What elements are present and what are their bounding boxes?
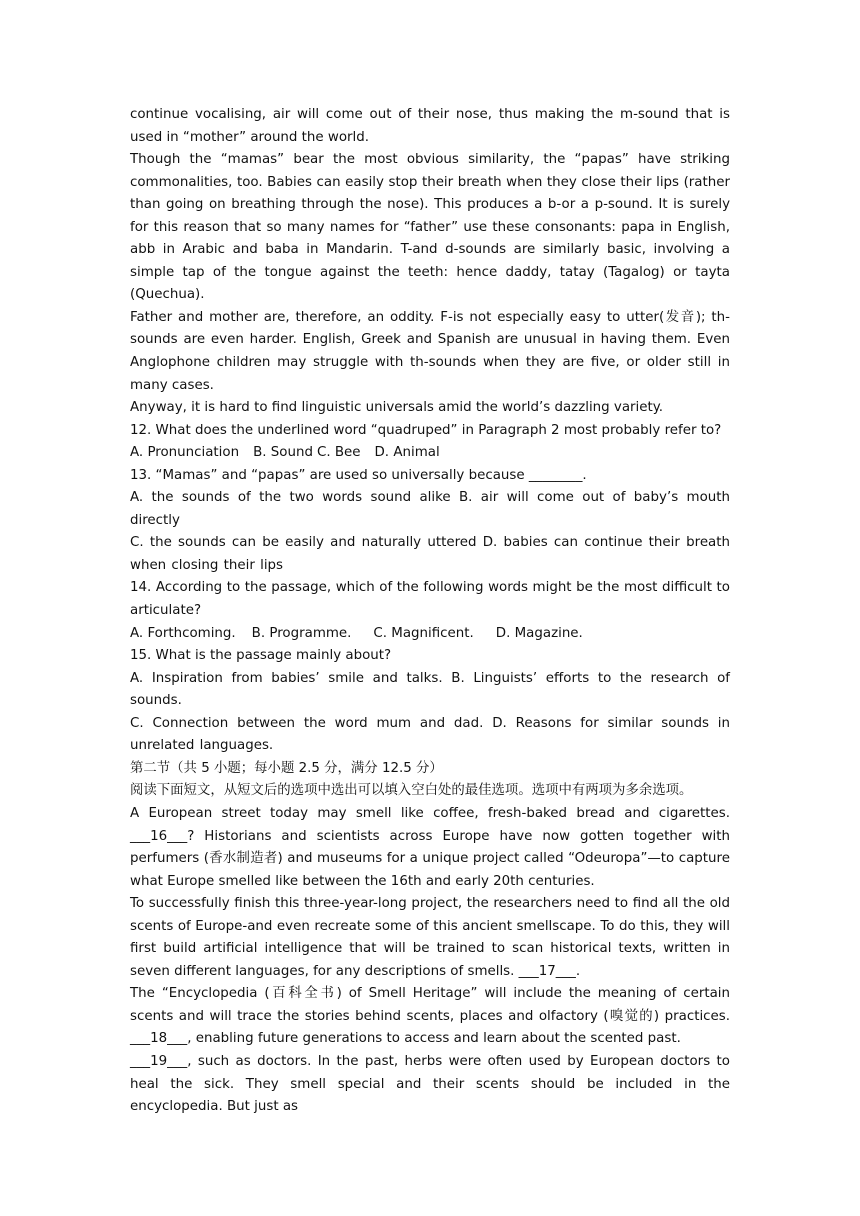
question-13-stem: 13. “Mamas” and “papas” are used so universally because ________. <box>130 467 587 483</box>
question-15-stem: 15. What is the passage mainly about? <box>130 648 392 664</box>
paragraph: ___19___, such as doctors. In the past, herbs were often used by European doctors to heal the sick. They smell special and their scents should be included in the encyclopedia. But just as <box>130 1053 730 1115</box>
question-13-options-ab: A. the sounds of the two words sound alike B. air will come out of baby’s mouth directly <box>130 490 730 528</box>
paragraph: A European street today may smell like coffee, fresh-baked bread and cigarettes. ___16___? Historians and scientists across Europe have now gotten together with perfumers (香水制造者) and museums for a unique project called “Odeuropa”—to capture what Europe smelled like between the 16th and early 20th centuries. <box>130 805 730 889</box>
question-12-options <box>130 442 730 465</box>
paragraph: Father and mother are, therefore, an oddity. F-is not especially easy to utter(发音); th-sounds are even harder. English, Greek and Spanish are unusual in having them. Even Anglophone children may struggle with th-sounds when they are five, or older still in many cases. <box>130 309 730 393</box>
paragraph: Though the “mamas” bear the most obvious similarity, the “papas” have striking commonalities, too. Babies can easily stop their breath when they close their lips (rather than going on breathing through the nose). This produces a b-or a p-sound. It is surely for this reason that so many names for “father” use these consonants: papa in English, abb in Arabic and baba in Mandarin. T-and d-sounds are similarly basic, involving a simple tap of the tongue against the teeth: hence daddy, tatay (Tagalog) or tayta (Quechua). <box>130 152 730 303</box>
paragraph: Anyway, it is hard to find linguistic universals amid the world’s dazzling variety. <box>130 400 664 416</box>
option-d: D. Magazine. <box>495 625 583 641</box>
paragraph: To successfully finish this three-year-long project, the researchers need to find all the old scents of Europe-and even recreate some of this ancient smellscape. To do this, they will first build artificial intelligence that will be trained to scan historical texts, written in seven different languages, for any descriptions of smells. ___17___. <box>130 896 730 979</box>
question-12-stem: 12. What does the underlined word “quadruped” in Paragraph 2 most probably refer to? <box>130 422 722 438</box>
question-14-stem: 14. According to the passage, which of the following words might be the most difficult to articulate? <box>130 580 730 619</box>
question-13-options-cd: C. the sounds can be easily and naturally uttered D. babies can continue their breath when closing their lips <box>130 535 730 573</box>
option-c: C. Magnificent. <box>373 625 474 641</box>
option-b: B. Programme. <box>251 625 352 641</box>
question-14-options <box>130 623 730 646</box>
section-heading: 第二节（共 5 小题；每小题 2.5 分，满分 12.5 分） <box>130 760 443 776</box>
paragraph: The “Encyclopedia (百科全书) of Smell Heritage” will include the meaning of certain scents and will trace the stories behind scents, places and olfactory (嗅觉的) practices. ___18___, enabling future generations to access and learn about the scented past. <box>130 986 730 1047</box>
question-15-options-ab: A. Inspiration from babies’ smile and talks. B. Linguists’ efforts to the research of sounds. <box>130 670 730 709</box>
option-a: A. Forthcoming. <box>130 625 236 641</box>
option-b: B. Sound <box>253 445 313 461</box>
section-instructions: 阅读下面短文，从短文后的选项中选出可以填入空白处的最佳选项。选项中有两项为多余选项。 <box>130 783 693 799</box>
option-d: D. Animal <box>374 445 440 461</box>
paragraph: continue vocalising, air will come out of their nose, thus making the m-sound that is used in “mother” around the world. <box>130 107 730 145</box>
document-page <box>130 104 730 1119</box>
option-c: C. Bee <box>316 445 361 461</box>
question-15-options-cd: C. Connection between the word mum and dad. D. Reasons for similar sounds in unrelated languages. <box>130 715 730 754</box>
option-a: A. Pronunciation <box>130 445 240 461</box>
